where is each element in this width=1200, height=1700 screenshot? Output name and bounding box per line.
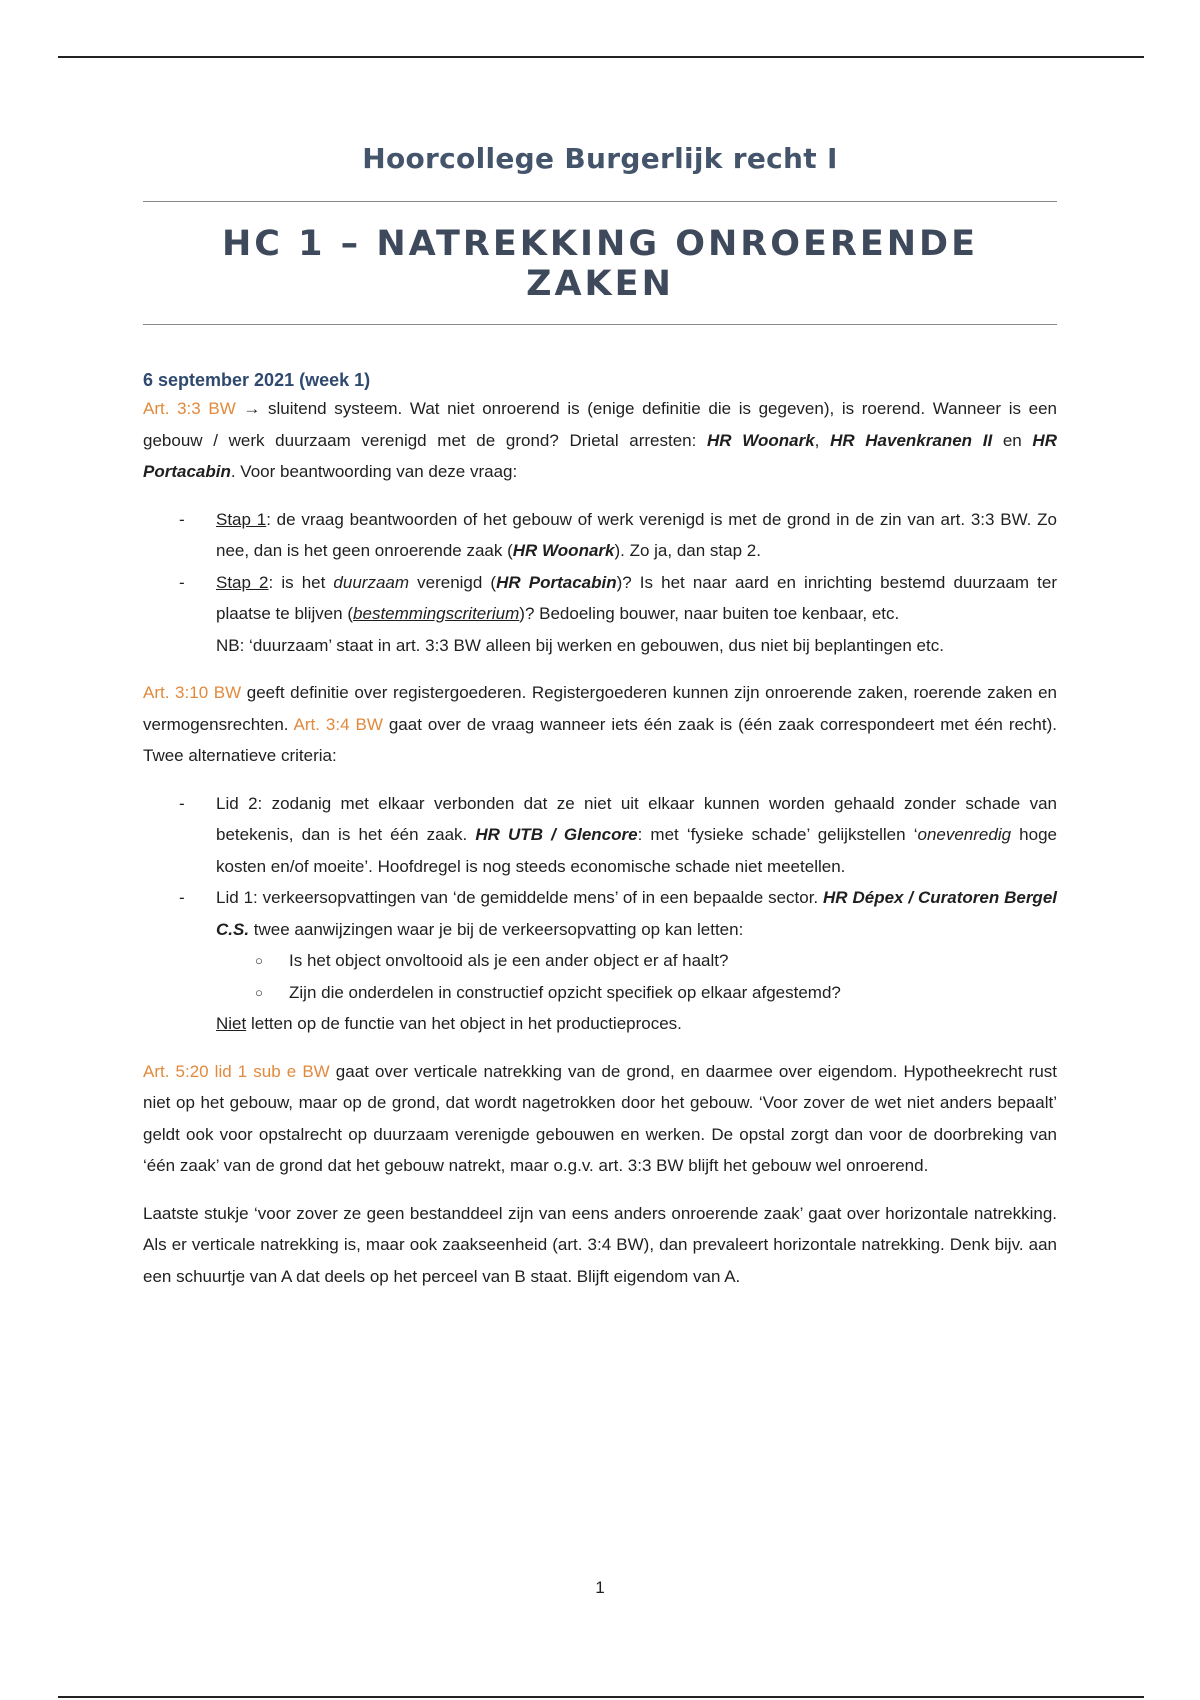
text: en (992, 430, 1033, 450)
paragraph-art-3-3 (143, 393, 1057, 488)
sub-criteria-list (216, 945, 1057, 1008)
top-border-rule (58, 56, 1144, 58)
text: )? Is het naar aard en inrichting bestemd duurzaam ter plaatse te blijven ( (216, 572, 1057, 623)
text: letten op de functie van het object in het productieproces. (246, 1014, 682, 1033)
course-title: Hoorcollege Burgerlijk recht I (362, 142, 838, 175)
text: hoge kosten en/of moeite’. Hoofdregel is nog steeds economische schade niet meetellen. (216, 825, 1057, 876)
case-name: HR Woonark (512, 541, 615, 560)
list-item-lid-2 (143, 788, 1057, 883)
step-label: Stap 1 (216, 509, 267, 529)
case-name: HR Dépex / Curatoren Bergel C.S. (216, 888, 1057, 939)
text: : is het (268, 572, 334, 592)
sub-list-item: ○ Zijn die onderdelen in constructief opzicht specifiek op elkaar afgestemd? (216, 977, 1057, 1009)
note-text: NB: ‘duurzaam’ staat in art. 3:3 BW alleen bij werken en gebouwen, dus niet bij beplantingen etc. (216, 635, 944, 655)
text: )? Bedoeling bouwer, naar buiten toe kenbaar, etc. (519, 604, 900, 623)
sub-list-item: ○ Is het object onvoltooid als je een ander object er af haalt? (216, 945, 1057, 977)
text: , (814, 430, 831, 450)
text: Lid 1: verkeersopvattingen van ‘de gemiddelde mens’ of in een bepaalde sector. (216, 888, 824, 907)
article-reference: Art. 5:20 lid 1 sub e BW (143, 1061, 330, 1081)
step-label: Stap 2 (216, 572, 269, 592)
text: verenigd ( (409, 572, 497, 592)
text: . Voor beantwoording van deze vraag: (230, 462, 518, 481)
niet-label: Niet (216, 1014, 247, 1033)
title-divider-bottom (143, 324, 1057, 325)
bottom-border-rule (58, 1696, 1144, 1698)
article-reference: Art. 3:10 BW (143, 683, 242, 702)
case-name: HR Woonark (707, 430, 815, 450)
criteria-list (143, 788, 1057, 1040)
case-name: HR Portacabin (143, 430, 1057, 481)
chapter-title: HC 1 – NATREKKING ONROERENDE ZAKEN (221, 224, 979, 304)
criterium-term: bestemmingscriterium (353, 604, 520, 623)
case-name: HR Portacabin (496, 572, 617, 592)
text: twee aanwijzingen waar je bij de verkeersopvatting op kan letten: (249, 919, 744, 939)
text: geeft definitie over registergoederen. Registergoederen kunnen zijn onroerende zaken, roerende zaken en vermogensrechten. (143, 683, 1057, 734)
text: gaat over verticale natrekking van de grond, en daarmee over eigendom. Hypotheekrecht rust niet op het gebouw, maar op de grond, dat wordt nagetrokken door het gebouw. ‘Voor zover de wet niet anders bepaalt’ geldt ook voor opstalrecht op duurzaam verenigde gebouwen en werken. De opstal zorgt dan voor de doorbreking van ‘één zaak’ van de grond dat het gebouw natrekt, maar o.g.v. art. 3:3 BW blijft het gebouw wel onroerend. (143, 1061, 1057, 1175)
text: : de vraag beantwoorden of het gebouw of werk verenigd is met de grond in de zin van art. 3:3 BW. Zo nee, dan is het geen onroerende zaak ( (216, 509, 1057, 560)
case-name: HR Havenkranen II (830, 430, 993, 450)
paragraph-registergoederen (143, 677, 1057, 772)
text: Lid 2: zodanig met elkaar verbonden dat ze niet uit elkaar kunnen worden gehaald zonder schade van betekenis, dan is het één zaak. (216, 793, 1057, 844)
list-item-step-1 (143, 504, 1057, 567)
article-reference: Art. 3:4 BW (293, 714, 383, 734)
case-name: HR UTB / Glencore (475, 825, 638, 844)
list-item-lid-1 (143, 882, 1057, 1040)
date-heading: 6 september 2021 (week 1) (143, 370, 371, 390)
article-reference: Art. 3:3 BW (143, 399, 236, 418)
text: sluitend systeem. Wat niet onroerend is (enige definitie die is gegeven), is roerend. Wanneer is een gebouw / werk duurzaam verenigd met de grond? Drietal arresten: (143, 399, 1057, 450)
list-item-step-2 (143, 567, 1057, 662)
paragraph-horizontale-natrekking: Laatste stukje ‘voor zover ze geen bestanddeel zijn van eens anders onroerende zaak’ gaat over horizontale natrekking. Als er verticale natrekking is, maar ook zaakseenheid (art. 3:4 BW), dan prevaleert horizontale natrekking. Denk bijv. aan een schuurtje van A dat deels op het perceel van B staat. Blijft eigendom van A. (143, 1203, 1057, 1286)
emphasis: onevenredig (917, 825, 1012, 844)
steps-list (143, 504, 1057, 662)
text: ). Zo ja, dan stap 2. (614, 541, 761, 560)
page-number: 1 (595, 1578, 605, 1597)
arrow-right-icon: → (243, 399, 261, 418)
document-page (143, 130, 1057, 1292)
emphasis: duurzaam (333, 572, 410, 592)
text: gaat over de vraag wanneer iets één zaak is (één zaak correspondeert met één recht). Twee alternatieve criteria: (143, 714, 1057, 765)
paragraph-art-5-20 (143, 1056, 1057, 1182)
text: : met ‘fysieke schade’ gelijkstellen ‘ (637, 825, 918, 844)
